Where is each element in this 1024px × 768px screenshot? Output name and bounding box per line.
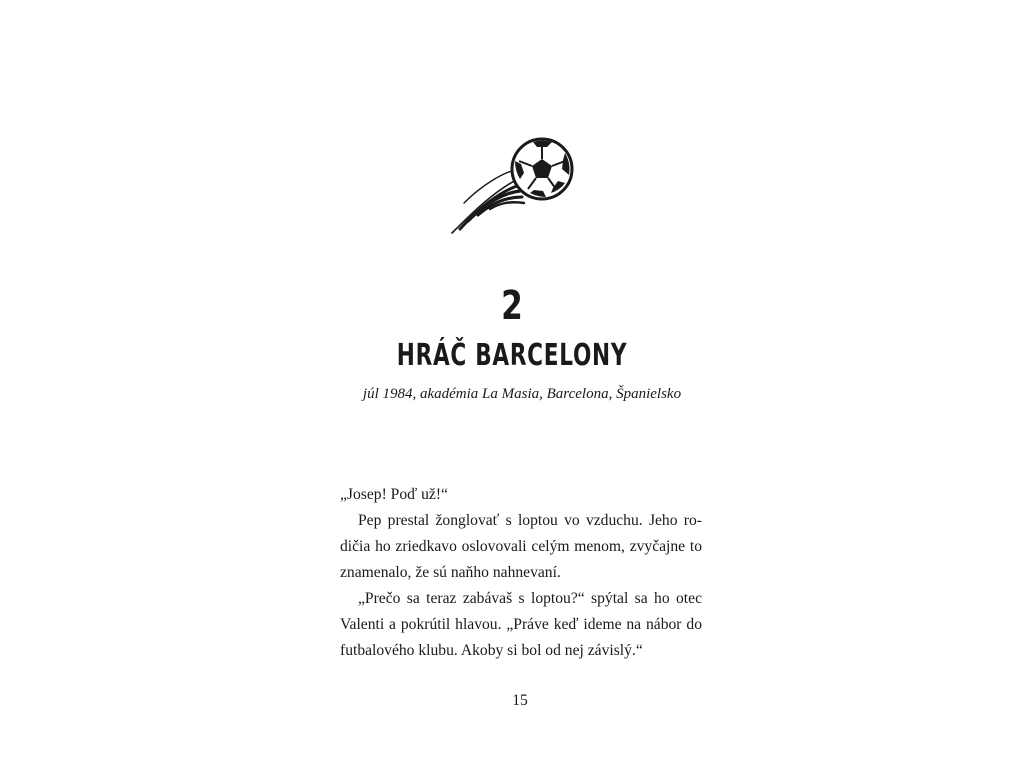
- text-line: „Josep! Poď už!“: [340, 486, 448, 503]
- text-line: futbalového klubu. Akoby si bol od nej závislý.“: [340, 642, 643, 659]
- soccer-ball-icon: [448, 133, 578, 237]
- body-text: [340, 482, 702, 664]
- chapter-subtitle: júl 1984, akadémia La Masia, Barcelona, Španielsko: [362, 386, 682, 402]
- chapter-number: 2: [501, 283, 523, 329]
- text-line: znamenalo, že sú naňho nahnevaní.: [340, 564, 561, 581]
- page-number: 15: [512, 692, 528, 709]
- chapter-title: HRÁČ BARCELONY: [396, 338, 628, 373]
- text-line: Valenti a pokrútil hlavou. „Práve keď ideme na nábor do: [340, 616, 702, 633]
- text-line: dičia ho zriedkavo oslovovali celým menom, zvyčajne to: [340, 538, 702, 555]
- text-line: „Prečo sa teraz zabávaš s loptou?“ spýtal sa ho otec: [358, 590, 702, 607]
- text-line: Pep prestal žonglovať s loptou vo vzduchu. Jeho ro-: [358, 512, 702, 529]
